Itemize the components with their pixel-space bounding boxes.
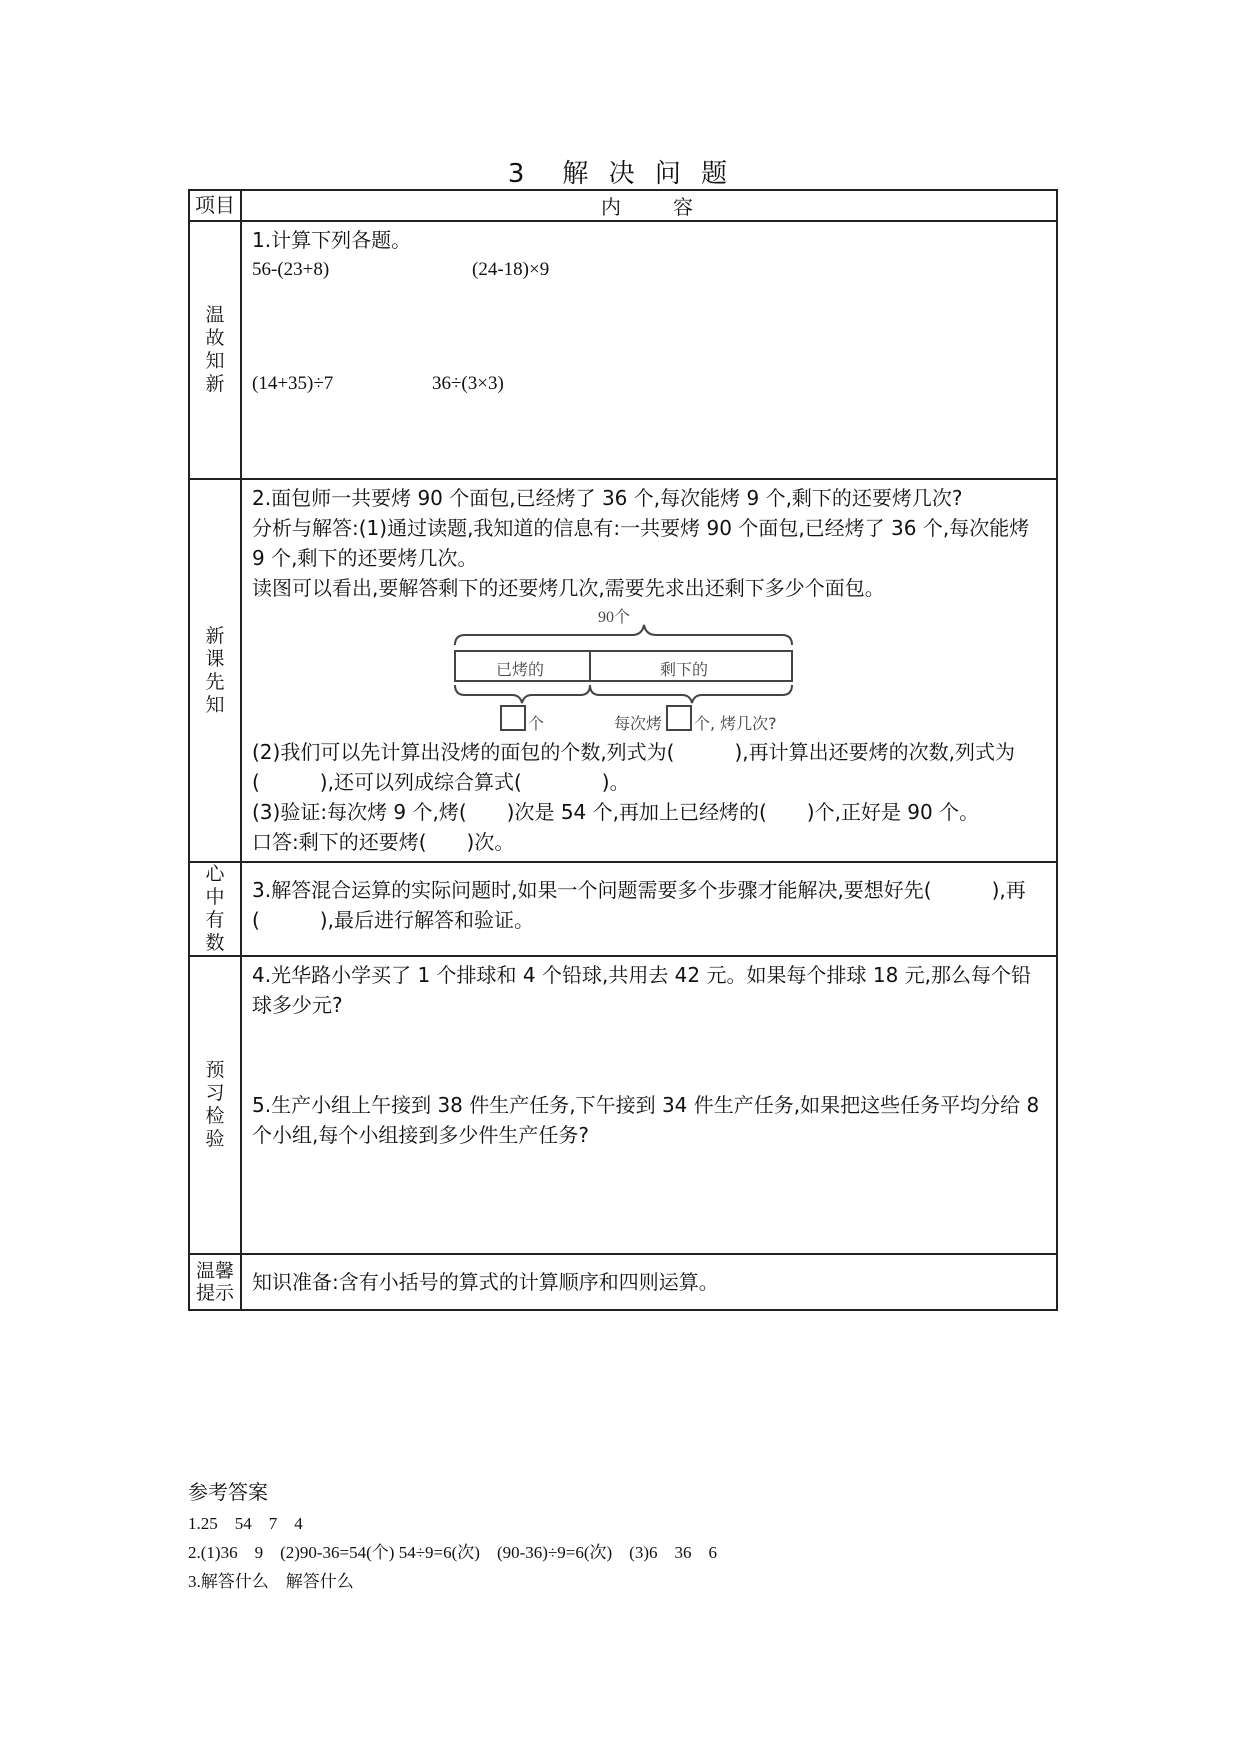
table-row [189,221,1057,479]
page-title: 3 解 决 问 题 [507,159,734,189]
question-2-read: 读图可以看出,要解答剩下的还要烤几次,需要先求出还剩下多少个面包。 [252,576,885,600]
row-content [241,862,1057,956]
diagram-left-segment: 已烤的 [496,660,545,679]
question-5-text: 5.生产小组上午接到 38 件生产任务,下午接到 34 件生产任务,如果把这些任务平均分给 8 个小组,每个小组接到多少件生产任务? [252,1093,1040,1147]
question-2-text: 2.面包师一共要烤 90 个面包,已经烤了 36 个,每次能烤 9 个,剩下的还要烤几次? [252,486,963,510]
answer-box-right[interactable] [667,706,691,730]
diagram-right-prefix: 每次烤 [614,714,663,733]
question-4-text: 4.光华路小学买了 1 个排球和 4 个铅球,共用去 42 元。如果每个排球 18 元,那么每个铅球多少元? [252,963,1032,1017]
row-label [189,862,241,956]
table-row [189,479,1057,862]
row-content [241,1254,1057,1310]
tip-text: 知识准备:含有小括号的算式的计算顺序和四则运算。 [252,1269,719,1294]
diagram-left-unit: 个 [528,714,545,733]
table-row [189,1254,1057,1310]
row-label [189,479,241,862]
answer-key [188,1476,717,1596]
table-row [189,862,1057,956]
question-1-title: 1.计算下列各题。 [252,228,412,252]
row-content [241,956,1057,1254]
diagram-right-segment: 剩下的 [660,660,709,679]
expression-3: (14+35)÷7 [252,373,334,394]
expression-4: 36÷(3×3) [432,373,504,394]
answer-heading: 参考答案 [188,1480,268,1504]
table-header-row [189,190,1057,221]
diagram-total-label: 90个 [598,609,631,626]
answer-line-3: 3.解答什么 解答什么 [188,1572,354,1591]
row-label-text: 新课先知 [205,624,225,716]
diagram-right-suffix: 个, 烤几次? [694,714,777,733]
header-item: 项目 [189,190,241,221]
question-2-analysis: 分析与解答:(1)通过读题,我知道的信息有:一共要烤 90 个面包,已经烤了 36 个,每次能烤 9 个,剩下的还要烤几次。 [252,516,1030,570]
row-label-text: 温馨提示 [195,1260,234,1304]
answer-line-2: 2.(1)36 9 (2)90-36=54(个) 54÷9=6(次) (90-36)÷9=6(次) (3)6 36 6 [188,1543,717,1562]
line-segment-diagram [452,605,852,737]
question-2-step3: (3)验证:每次烤 9 个,烤( )次是 54 个,再加上已经烤的( )个,正好是 90 个。 [252,800,980,824]
expression-1: 56-(23+8) [252,259,330,280]
row-content [241,479,1057,862]
row-content [241,221,1057,479]
left-brace [455,685,590,703]
row-label-text: 温故知新 [205,304,225,395]
row-label [189,1254,241,1310]
answer-line-1: 1.25 54 7 4 [188,1514,303,1533]
worksheet-table [188,189,1058,1311]
answer-box-left[interactable] [501,706,525,730]
question-2-answer: 口答:剩下的还要烤( )次。 [252,830,515,854]
row-label-text: 预习检验 [205,1059,225,1150]
row-label-text: 心中有数 [205,863,225,954]
table-row [189,956,1057,1254]
question-2-step2: (2)我们可以先计算出没烤的面包的个数,列式为( ),再计算出还要烤的次数,列式为( ),还可以列成综合算式( )。 [252,740,1016,794]
row-label [189,221,241,479]
question-3-text: 3.解答混合运算的实际问题时,如果一个问题需要多个步骤才能解决,要想好先( ),再( ),最后进行解答和验证。 [252,878,1026,932]
row-label [189,956,241,1254]
header-content: 内 容 [241,190,1057,221]
right-brace [590,685,792,703]
expression-2: (24-18)×9 [472,259,550,280]
